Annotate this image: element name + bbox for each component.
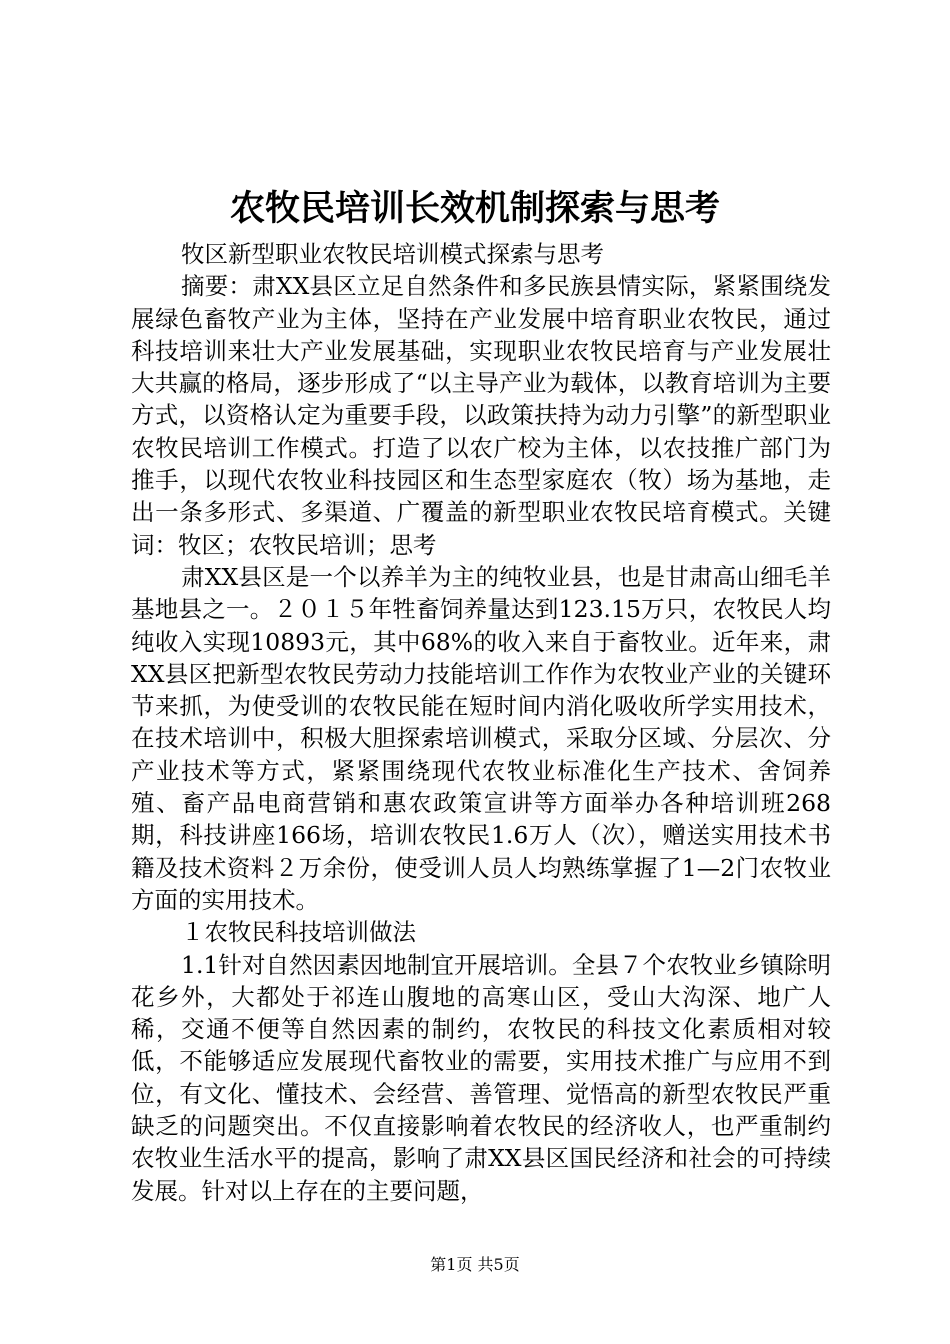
paragraph-abstract: 摘要：肃XX县区立足自然条件和多民族县情实际，紧紧围绕发展绿色畜牧产业为主体，坚持在产业发展中培育职业农牧民，通过科技培训来壮大产业发展基础，实现职业农牧民培育与产业发展壮大共赢的格局，逐步形成了“以主导产业为载体，以教育培训为主要方式，以资格认定为重要手段，以政策扶持为动力引擎”的新型职业农牧民培训工作模式。打造了以农广校为主体，以农技推广部门为推手，以现代农牧业科技园区和生态型家庭农（牧）场为基地，走出一条多形式、多渠道、广覆盖的新型职业农牧民培育模式。关键词：牧区；农牧民培训；思考 [131, 272, 831, 559]
paragraph-overview: 肃XX县区是一个以养羊为主的纯牧业县，也是甘肃高山细毛羊基地县之一。２０１５年牲畜饲养量达到123.15万只，农牧民人均纯收入实现10893元，其中68%的收入来自于畜牧业。近年来，肃XX县区把新型农牧民劳动力技能培训工作作为农牧业产业的关键环节来抓，为使受训的农牧民能在短时间内消化吸收所学实用技术，在技术培训中，积极大胆探索培训模式，采取分区域、分层次、分产业技术等方式，紧紧围绕现代农牧业标准化生产技术、舍饲养殖、畜产品电商营销和惠农政策宣讲等方面举办各种培训班268期，科技讲座166场，培训农牧民1.6万人（次），赠送实用技术书籍及技术资料２万余份，使受训人员人均熟练掌握了1—2门农牧业方面的实用技术。 [131, 562, 831, 914]
document-body [131, 238, 831, 1207]
page-footer: 第1页 共5页 [430, 1255, 520, 1274]
document-title: 农牧民培训长效机制探索与思考 [229, 188, 720, 229]
paragraph-section-1-1: 1.1针对自然因素因地制宜开展培训。全县７个农牧业乡镇除明花乡外，大都处于祁连山腹地的高寒山区，受山大沟深、地广人稀，交通不便等自然因素的制约，农牧民的科技文化素质相对较低，不能够适应发展现代畜牧业的需要，实用技术推广与应用不到位，有文化、懂技术、会经营、善管理、觉悟高的新型农牧民严重缺乏的问题突出。不仅直接影响着农牧民的经济收人，也严重制约农牧业生活水平的提高，影响了肃XX县区国民经济和社会的可持续发展。针对以上存在的主要问题， [131, 950, 831, 1205]
section-heading: １农牧民科技培训做法 [181, 918, 416, 947]
paragraph-subtitle: 牧区新型职业农牧民培训模式探索与思考 [181, 240, 604, 268]
